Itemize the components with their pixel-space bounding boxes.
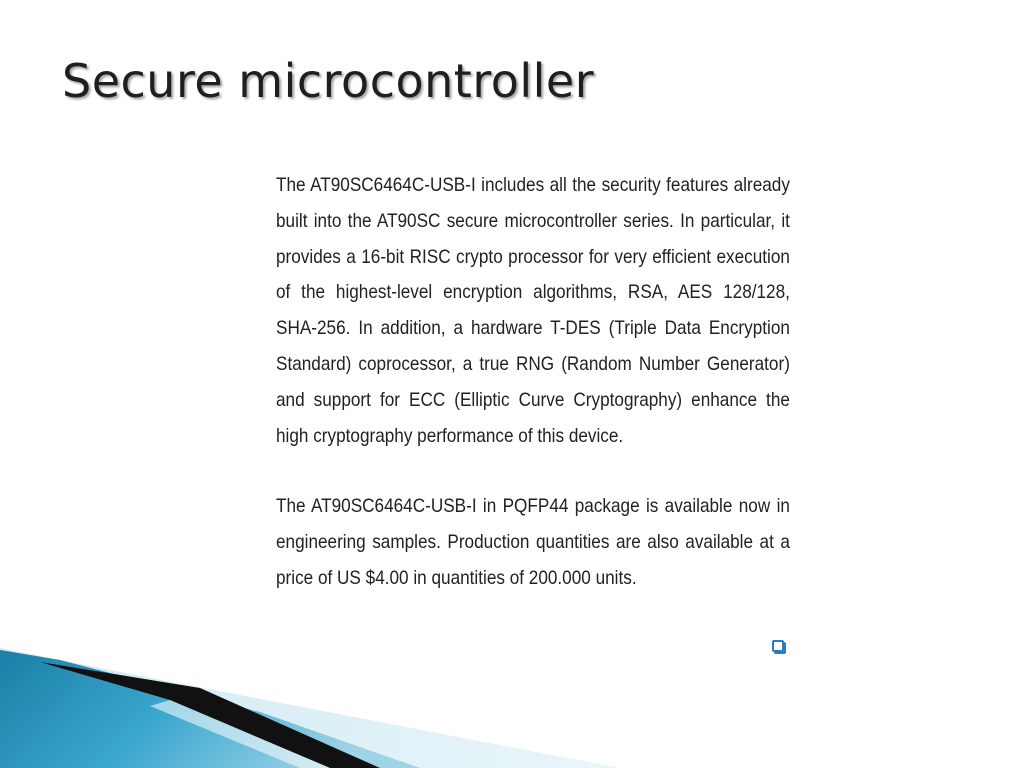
article-excerpt xyxy=(276,168,790,597)
square-end-mark-icon xyxy=(772,640,784,652)
paragraph-availability: The AT90SC6464C-USB-I in PQFP44 package is available now in engineering samples. Production quantities are also available at a price of US $4.00 in quantities of 200.000 units. xyxy=(276,495,790,589)
paragraph-features: The AT90SC6464C-USB-I includes all the security features already built into the AT90SC secure microcontroller series. In particular, it provides a 16-bit RISC crypto processor for very efficient execution of the highest-level encryption algorithms, RSA, AES 128/128, SHA-256. In addition, a hardware T-DES (Triple Data Encryption Standard) coprocessor, a true RNG (Random Number Generator) and support for ECC (Elliptic Curve Cryptography) enhance the high cryptography performance of this device. xyxy=(276,174,790,447)
slide-title: Secure microcontroller xyxy=(62,54,595,108)
